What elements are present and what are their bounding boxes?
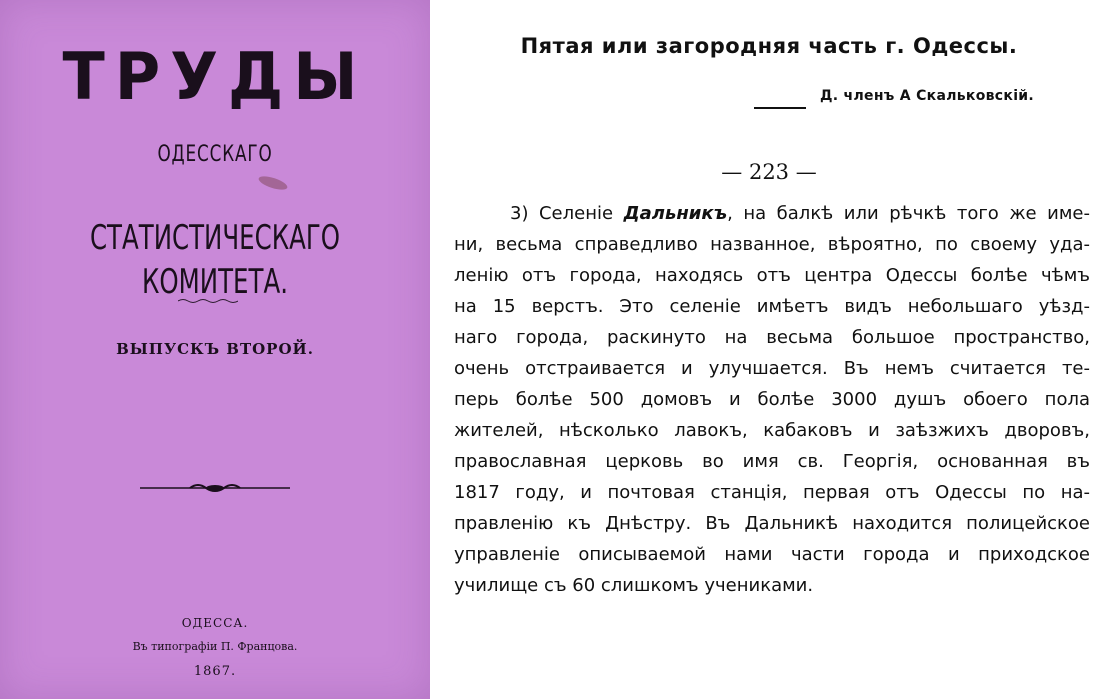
cover-ornament-small <box>178 298 238 304</box>
cover-ornament-divider <box>140 482 290 494</box>
text-line: на 15 верстъ. Это селеніе имѣетъ видъ небольшаго уѣзд- <box>454 296 1090 317</box>
cover-printer: Въ типографіи П. Францова. <box>132 640 298 653</box>
page-body-text <box>454 198 1090 601</box>
text-line: православная церковь во имя св. Георгія, основанная въ <box>454 451 1090 472</box>
cover-year: 1867. <box>193 664 237 679</box>
text-line: ленію отъ города, находясь отъ центра Одессы болѣе чѣмъ <box>454 265 1090 286</box>
text-line: училище съ 60 слишкомъ учениками. <box>454 575 814 596</box>
book-cover <box>0 0 430 699</box>
cover-subtitle-line1: ОДЕССКАГО <box>157 142 273 167</box>
cover-issue: ВЫПУСКЪ ВТОРОЙ. <box>116 340 314 358</box>
text-line: управленіе описываемой нами части города и приходское <box>454 544 1090 565</box>
header-rule <box>754 107 806 109</box>
cover-city: ОДЕССА. <box>181 616 249 630</box>
text-line: правленію къ Днѣстру. Въ Дальникѣ находится полицейское <box>454 513 1090 534</box>
text-line: наго города, раскинуто на весьма большое пространство, <box>454 327 1090 348</box>
text-line: 3) Селеніе Дальникъ, на балкѣ или рѣчкѣ того же име- <box>510 203 1090 224</box>
place-name: Дальникъ <box>623 203 728 224</box>
text-line: жителей, нѣсколько лавокъ, кабаковъ и заѣзжихъ дворовъ, <box>454 420 1090 441</box>
book-page <box>430 0 1108 699</box>
cover-subtitle-line2: СТАТИСТИЧЕСКАГО КОМИТЕТА. <box>89 218 341 302</box>
text-line: очень отстраивается и улучшается. Въ немъ считается те- <box>454 358 1090 379</box>
text-line: перь болѣе 500 домовъ и болѣе 3000 душъ обоего пола <box>454 389 1090 410</box>
page-header: Пятая или загородняя часть г. Одессы. <box>520 34 1018 58</box>
page-number: — 223 — <box>721 160 817 184</box>
text-line: 1817 году, и почтовая станція, первая отъ Одессы по на- <box>454 482 1090 503</box>
page-author: Д. членъ А Скальковскій. <box>820 88 1035 104</box>
cover-title: ТРУДЫ <box>62 38 368 115</box>
cover-stain <box>257 174 289 193</box>
text-line: ни, весьма справедливо названное, вѣроятно, по своему уда- <box>454 234 1090 255</box>
